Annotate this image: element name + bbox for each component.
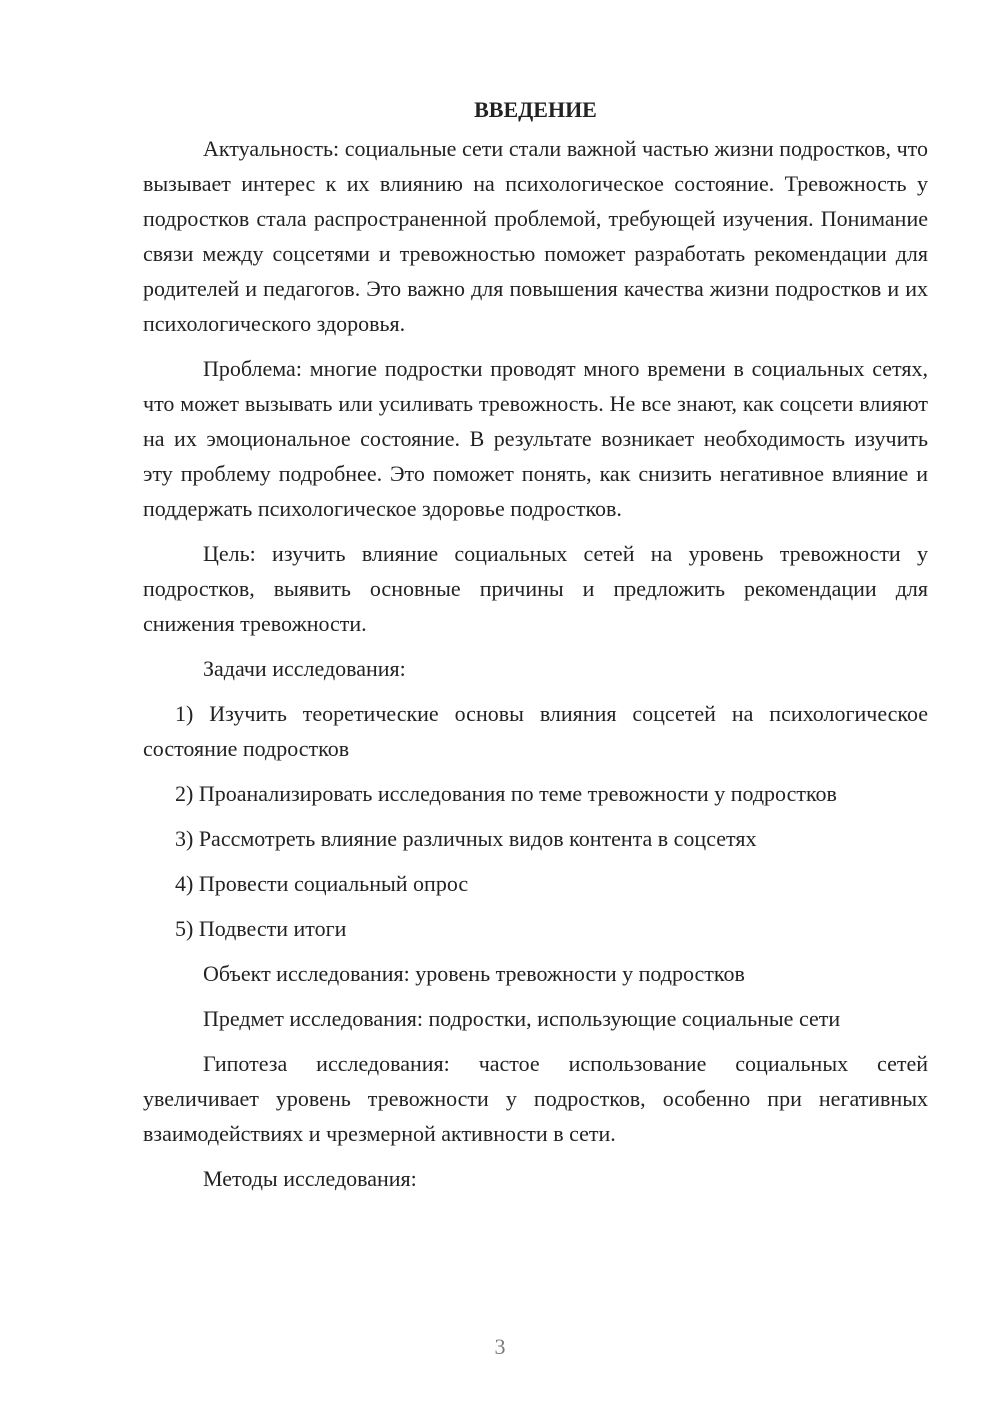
document-page [143,92,928,1196]
tasks-heading: Задачи исследования: [203,656,406,681]
problem-paragraph: Проблема: многие подростки проводят много времени в социальных сетях, что может вызывать или усиливать тревожность. Не все знают, как соцсети влияют на их эмоциональное состояние. В результате возникает необходимость изучить эту проблему подробнее. Это поможет понять, как снизить негативное влияние и поддержать психологическое здоровье подростков. [143,356,928,521]
goal-paragraph: Цель: изучить влияние социальных сетей на уровень тревожности у подростков, выявить основные причины и предложить рекомендации для снижения тревожности. [143,541,928,636]
section-title: ВВЕДЕНИЕ [474,97,597,122]
task-item-5: 5) Подвести итоги [175,916,347,941]
task-item-2: 2) Проанализировать исследования по теме тревожности у подростков [175,781,837,806]
task-item-1: 1) Изучить теоретические основы влияния соцсетей на психологическое состояние подростков [143,701,928,761]
page-number: 3 [494,1334,506,1359]
object-paragraph: Объект исследования: уровень тревожности у подростков [203,961,745,986]
task-item-4: 4) Провести социальный опрос [175,871,469,896]
relevance-paragraph: Актуальность: социальные сети стали важной частью жизни подростков, что вызывает интерес к их влиянию на психологическое состояние. Тревожность у подростков стала распространенной проблемой, требующей изучения. Понимание связи между соцсетями и тревожностью поможет разработать рекомендации для родителей и педагогов. Это важно для повышения качества жизни подростков и их психологического здоровья. [143,136,928,336]
hypothesis-paragraph: Гипотеза исследования: частое использование социальных сетей увеличивает уровень тревожности у подростков, особенно при негативных взаимодействиях и чрезмерной активности в сети. [143,1051,928,1146]
methods-heading: Методы исследования: [203,1166,417,1191]
subject-paragraph: Предмет исследования: подростки, использующие социальные сети [203,1006,841,1031]
task-item-3: 3) Рассмотреть влияние различных видов контента в соцсетях [175,826,757,851]
